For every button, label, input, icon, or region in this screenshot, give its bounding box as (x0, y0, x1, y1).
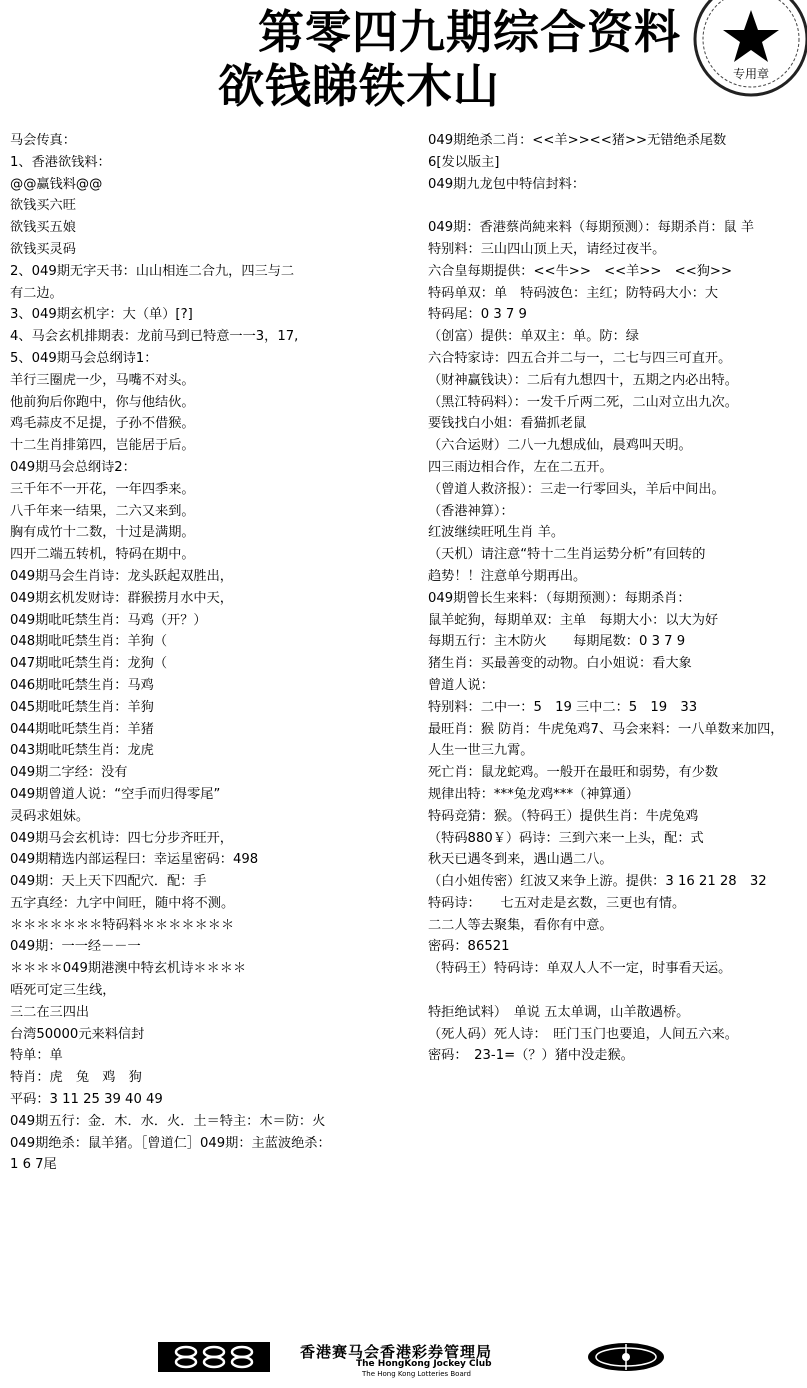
footer-org-english-sub: The Hong Kong Lotteries Board (362, 1370, 471, 1378)
right-column-line: （财神赢钱诀）：二后有九想四十，五期之内必出特。 (428, 372, 738, 388)
right-column-line: 特码尾：0 3 7 9 (428, 307, 527, 323)
right-column-line: 四三雨边相合作，左在二五开。 (428, 459, 613, 475)
left-column-line: 五字真经：九字中间旺，随中将不测。 (10, 895, 235, 911)
right-column-line: 049期九龙包中特信封料： (428, 176, 586, 192)
left-column-line: 045期吡吒禁生肖：羊狗 (10, 699, 154, 715)
left-column-line: 048期吡吒禁生肖：羊狗（ (10, 634, 168, 650)
left-column-line: 049期吡吒禁生肖：马鸡（开？） (10, 612, 207, 628)
right-column-line: 人生一世三九霄。 (428, 743, 534, 759)
left-column-line: 马会传真： (10, 133, 76, 148)
left-column-line: 043期吡吒禁生肖：龙虎 (10, 743, 154, 759)
left-column-line: 鸡毛蒜皮不足提，子孙不借猴。 (10, 416, 195, 432)
jockey-club-logo-left (158, 1342, 270, 1372)
page-title-line2: 欲钱睇铁木山 (218, 59, 500, 113)
left-column-line: 羊行三圈虎一少，马嘴不对头。 (10, 372, 195, 388)
right-column-line: 特别料：三山四山顶上天，请经过夜半。 (428, 241, 666, 257)
left-column-line: 他前狗后你跑中，你与他结伙。 (10, 394, 195, 410)
page-title-line1: 第零四九期综合资料 (258, 5, 681, 59)
left-column-line: 八千年来一结果，二六又来到。 (10, 503, 195, 519)
right-column-line: （天机）请注意“特十二生肖运势分析”有回转的 (428, 547, 706, 563)
left-column-line: 特单：单 (10, 1048, 63, 1064)
left-column-line: 有二边。 (10, 285, 63, 301)
right-column-line: 猪生肖：买最善变的动物。白小姐说：看大象 (428, 656, 692, 672)
left-column (10, 130, 410, 1176)
left-column-line: 049期曾道人说：“空手而归得零尾” (10, 786, 221, 802)
right-column-line: 规律出特：***兔龙鸡***（神算通） (428, 786, 639, 802)
right-column-line: （曾道人救济报）：三走一行零回头，羊后中间出。 (428, 481, 725, 497)
footer-org-english: The HongKong Jockey Club (356, 1359, 492, 1369)
right-column-line: 六合皇每期提供：<<牛>> <<羊>> <<狗>> (428, 263, 733, 279)
right-column-line: （香港神算）： (428, 503, 514, 519)
lottery-board-logo-right (586, 1341, 666, 1373)
right-column-line: 特别料：二中一：5 19 三中二：5 19 33 (428, 699, 698, 715)
left-column-line: 1、香港欲钱料： (10, 154, 111, 170)
right-column-line: 特码诗： 七五对走是玄数，三更也有情。 (428, 895, 686, 911)
right-column-line: （特码王）特码诗：单双人人不一定，时事看天运。 (428, 961, 732, 977)
right-column-line: 趋势！！注意单兮期再出。 (428, 568, 587, 584)
right-column-line: 049期绝杀二肖：<<羊>><<猪>>无错绝杀尾数 (428, 133, 727, 148)
left-column-line: 台湾50000元来料信封 (10, 1026, 145, 1042)
left-column-line: 3、049期玄机字：大（单）[?] (10, 307, 193, 323)
left-column-line: 欲钱买五娘 (10, 220, 76, 236)
right-column-line: （死人码）死人诗： 旺门玉门也要追，人间五六来。 (428, 1026, 738, 1042)
right-column-line: 特码竞猜：猴。（特码王）提供生肖：牛虎兔鸡 (428, 808, 699, 824)
left-column-line: ＊＊＊＊049期港澳中特玄机诗＊＊＊＊ (10, 961, 247, 977)
right-column-line: （特码880￥）码诗：三到六来一上头，配：式 (428, 830, 704, 846)
left-column-line: 三二在三四出 (10, 1004, 90, 1020)
right-column-line: 特码单双：单 特码波色：主红；防特码大小：大 (428, 285, 719, 301)
right-column-line: 特拒绝试料） 单说 五太单调，山羊散遇桥。 (428, 1004, 690, 1020)
right-column-line: 049期：香港蔡尚純来料（每期预测）：每期杀肖：鼠 羊 (428, 220, 755, 236)
official-seal-stamp (692, 0, 807, 98)
left-column-line: 049期马会总纲诗2： (10, 459, 136, 475)
left-column-line: 049期绝杀：鼠羊猪。［曾道仁］049期：主蓝波绝杀： (10, 1135, 331, 1151)
right-column-line: 密码： 23-1=（？）猪中没走猴。 (428, 1048, 634, 1064)
left-column-line: 5、049期马会总纲诗1： (10, 350, 158, 366)
right-column-line: 秋天已遇冬到来，遇山遇二八。 (428, 852, 613, 868)
left-column-line: 049期五行：金．木．水．火．土＝特主：木＝防：火 (10, 1113, 326, 1129)
left-column-line: 049期：一一经－－一 (10, 939, 141, 955)
left-column-line: 唔死可定三生线， (10, 983, 116, 999)
left-column-line: 2、049期无字天书：山山相连二合九，四三与二 (10, 263, 295, 279)
right-column-line: （六合运财）二八一九想成仙，晨鸡叫天明。 (428, 438, 692, 454)
left-column-line: 灵码求姐妹。 (10, 808, 90, 824)
left-column-line: 049期精选内部运程曰：幸运星密码：498 (10, 852, 259, 868)
footer-org-chinese: 香港赛马会香港彩券管理局 (300, 1343, 493, 1361)
right-column-line: 曾道人说： (428, 677, 494, 693)
right-column-line: （创富）提供：单双主：单。防：绿 (428, 329, 639, 345)
right-column-line: 密码：86521 (428, 939, 510, 955)
right-column-line: 二二人等去聚集，看你有中意。 (428, 917, 613, 933)
left-column-line: 049期：天上天下四配穴．配：手 (10, 874, 207, 890)
right-column-line: （白小姐传密）红波又来争上游。提供：3 16 21 28 32 (428, 874, 767, 890)
left-column-line: 平码：3 11 25 39 40 49 (10, 1092, 163, 1108)
right-column (428, 130, 803, 1067)
left-column-line: 046期吡吒禁生肖：马鸡 (10, 677, 154, 693)
left-column-line: 1 6 7尾 (10, 1157, 57, 1173)
left-column-line: 四开二端五转机，特码在期中。 (10, 547, 195, 563)
right-column-line: 6[发以版主] (428, 154, 500, 170)
left-column-line: 049期马会玄机诗：四七分步齐旺开， (10, 830, 233, 846)
left-column-line: 欲钱买六旺 (10, 198, 76, 214)
left-column-line: ＊＊＊＊＊＊＊特码料＊＊＊＊＊＊＊ (10, 917, 235, 933)
left-column-line: 欲钱买灵码 (10, 241, 76, 257)
right-column-line (428, 195, 803, 217)
left-column-line: 三千年不一开花，一年四季来。 (10, 481, 195, 497)
right-column-line: 最旺肖：猴 防肖：牛虎兔鸡7、马会来料：一八单数来加四， (428, 721, 784, 737)
left-column-line: 特肖：虎 兔 鸡 狗 (10, 1070, 142, 1086)
left-column-line: 胸有成竹十二数，十过是满期。 (10, 525, 195, 541)
left-column-line: 044期吡吒禁生肖：羊猪 (10, 721, 154, 737)
seal-label: 专用章 (732, 67, 770, 81)
right-column-line: 每期五行：主木防火 每期尾数：0 3 7 9 (428, 634, 686, 650)
left-column-line: 049期玄机发财诗：群猴捞月水中天， (10, 590, 233, 606)
left-column-line: 047期吡吒禁生肖：龙狗（ (10, 656, 168, 672)
left-column-line: 049期二字经：没有 (10, 765, 128, 781)
left-column-line: @@赢钱料@@ (10, 176, 103, 192)
right-column-line: 死亡肖：鼠龙蛇鸡。一般开在最旺和弱势，有少数 (428, 765, 719, 781)
left-column-line: 049期马会生肖诗：龙头跃起双胜出， (10, 568, 233, 584)
right-column-line: （黑江特码料）：一发千斤两二死，二山对立出九次。 (428, 394, 738, 410)
right-column-line: 鼠羊蛇狗，每期单双：主单 每期大小：以大为好 (428, 612, 719, 628)
right-column-line: 049期曾长生来料：（每期预测）：每期杀肖： (428, 590, 691, 606)
right-column-line: 六合特家诗：四五合并二与一，二七与四三可直开。 (428, 350, 732, 366)
right-column-line (428, 980, 803, 1002)
left-column-line: 4、马会玄机排期表：龙前马到已特意一一3，17, (10, 329, 299, 345)
right-column-line: 红波继续旺吼生肖 羊。 (428, 525, 565, 541)
left-column-line: 十二生肖排第四，岂能居于后。 (10, 438, 195, 454)
right-column-line: 要钱找白小姐：看猫抓老鼠 (428, 416, 587, 432)
